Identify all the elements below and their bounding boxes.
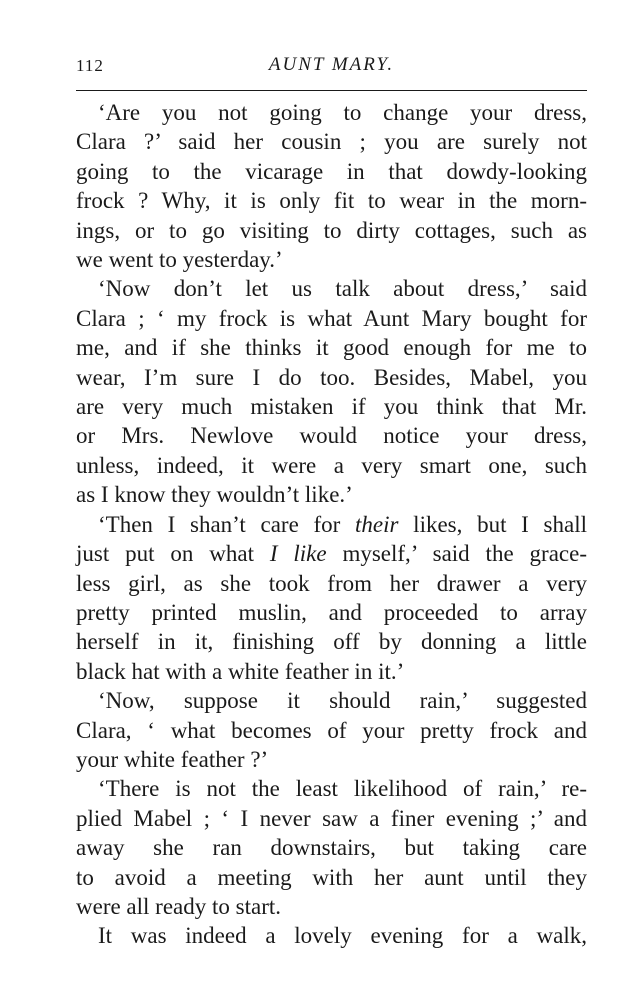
text-line: as I know they wouldn’t like.’ (76, 482, 353, 508)
text-line: Clara ?’ said her cousin ; you are surely not (76, 129, 587, 155)
text-line: Clara ; ‘ my frock is what Aunt Mary bought for (76, 305, 587, 331)
text-line: It was indeed a lovely evening for a walk, (98, 923, 587, 949)
italic-word: their (355, 511, 399, 537)
text-line: ‘There is not the least likelihood of rain,’ re- (98, 776, 587, 802)
running-head-title: AUNT MARY. (268, 54, 395, 75)
paragraph (76, 686, 587, 774)
italic-word: I like (269, 541, 327, 567)
paragraph (76, 98, 587, 274)
header-rule (76, 90, 587, 91)
paragraph (76, 921, 587, 950)
text-line: we went to yesterday.’ (76, 247, 283, 273)
text-line: just put on what I like myself,’ said the grace- (76, 541, 587, 567)
text-line: to avoid a meeting with her aunt until they (76, 864, 587, 890)
paragraph (76, 274, 587, 509)
text-line: herself in it, finishing off by donning a little (76, 629, 587, 655)
text-line: pretty printed muslin, and proceeded to array (76, 599, 587, 625)
text-line: ‘Now, suppose it should rain,’ suggested (98, 688, 587, 714)
text-line: frock ? Why, it is only fit to wear in the morn- (76, 188, 587, 214)
page-number: 112 (76, 56, 104, 75)
running-head (76, 48, 587, 84)
body-text (76, 98, 587, 951)
book-page (76, 48, 587, 951)
text-line: ‘Then I shan’t care for their likes, but I shall (98, 511, 587, 537)
text-line: were all ready to start. (76, 893, 281, 919)
text-line: less girl, as she took from her drawer a very (76, 570, 587, 596)
text-line: or Mrs. Newlove would notice your dress, (76, 423, 587, 449)
text-line: plied Mabel ; ‘ I never saw a finer evening ;’ and (76, 805, 587, 831)
text-line: wear, I’m sure I do too. Besides, Mabel, you (76, 364, 587, 390)
text-line: are very much mistaken if you think that Mr. (76, 394, 587, 420)
text-line: going to the vicarage in that dowdy-looking (76, 158, 587, 184)
text-line: ‘Are you not going to change your dress, (98, 100, 587, 125)
text-line: black hat with a white feather in it.’ (76, 658, 405, 684)
text-line: unless, indeed, it were a very smart one, such (76, 452, 587, 478)
paragraph (76, 510, 587, 686)
text-line: ‘Now don’t let us talk about dress,’ said (98, 276, 587, 302)
text-line: ings, or to go visiting to dirty cottages, such as (76, 217, 587, 243)
text-line: your white feather ?’ (76, 746, 269, 772)
text-line: Clara, ‘ what becomes of your pretty frock and (76, 717, 587, 743)
text-line: away she ran downstairs, but taking care (76, 835, 587, 861)
paragraph (76, 774, 587, 921)
text-line: me, and if she thinks it good enough for me to (76, 335, 587, 361)
